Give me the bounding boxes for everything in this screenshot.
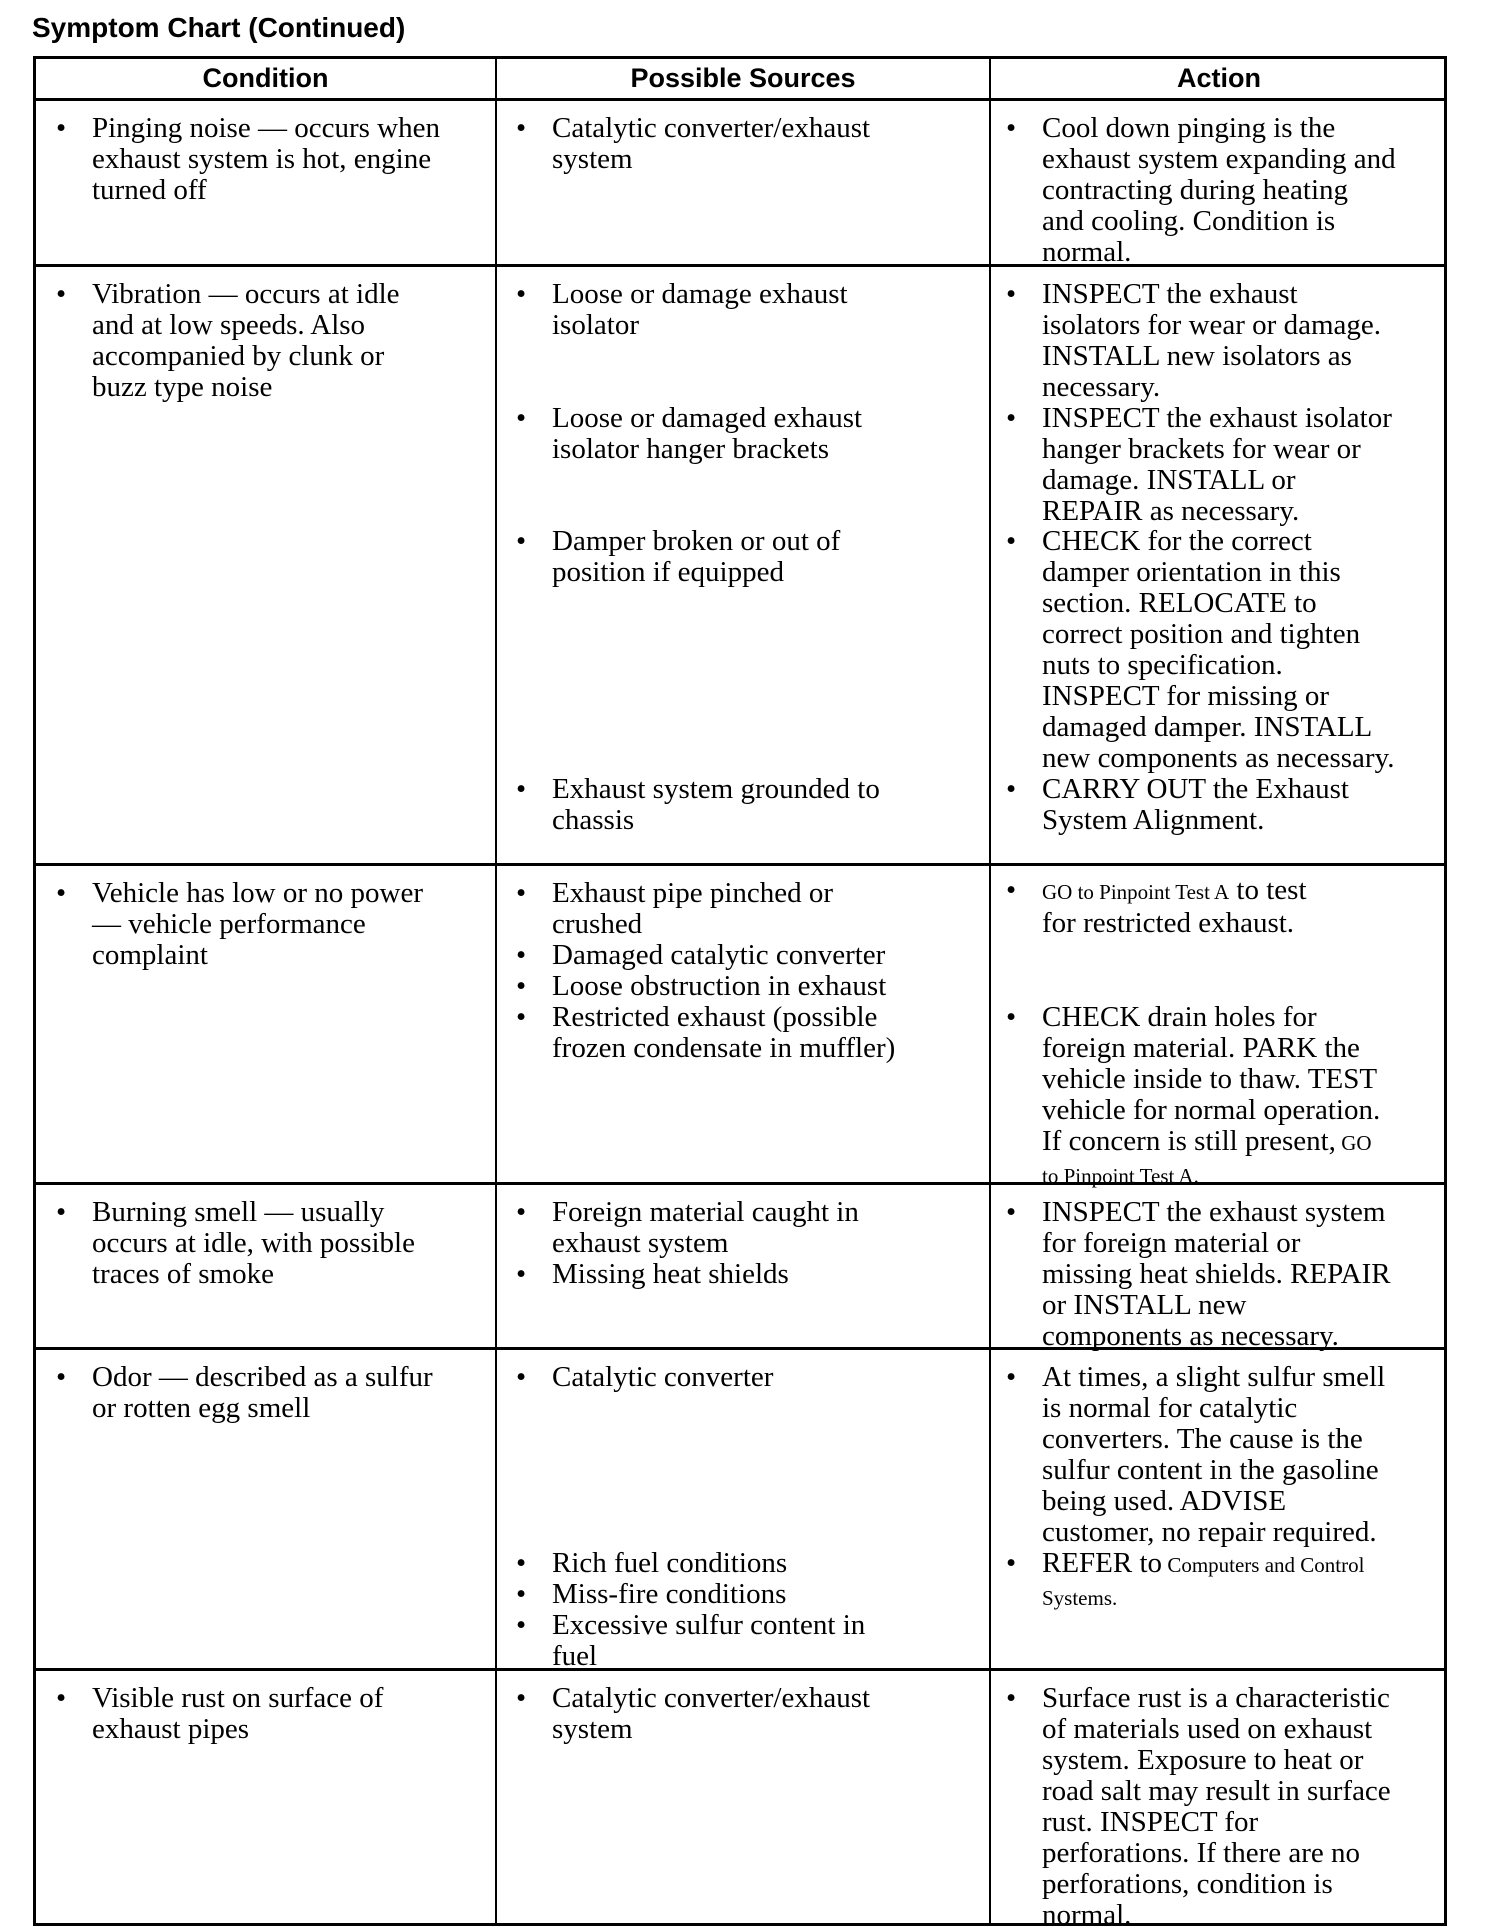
source-item: • Excessive sulfur content in fuel [516, 1609, 866, 1672]
pinpoint-test-a-link[interactable]: GO to Pinpoint Test A. [1042, 1131, 1372, 1188]
source-item: • Loose or damage exhaust isolator [516, 278, 848, 341]
source-item: • Catalytic converter/exhaust system [516, 112, 871, 175]
chart-title: Symptom Chart (Continued) [32, 12, 406, 43]
action-item: • INSPECT the exhaust isolator hanger brackets for wear or damage. INSTALL or REPAIR as necessary. [1006, 402, 1392, 527]
table-row [36, 1185, 1444, 1350]
table-row [36, 1350, 1444, 1671]
condition-text: • Odor — described as a sulfur or rotten egg smell [56, 1361, 433, 1424]
table-row [36, 1671, 1444, 1931]
action-item: • INSPECT the exhaust isolators for wear or damage. INSTALL new isolators as necessary. [1006, 278, 1382, 403]
computers-and-control-systems-link[interactable]: Computers and Control Systems. [1042, 1553, 1365, 1610]
header-row [36, 59, 1444, 101]
source-item: • Missing heat shields [516, 1258, 789, 1290]
action-item: • At times, a slight sulfur smell is normal for catalytic converters. The cause is the sulfur content in the gasoline being used. ADVISE customer, no repair required. [1006, 1361, 1386, 1548]
source-item: • Restricted exhaust (possible frozen condensate in muffler) [516, 1001, 896, 1064]
source-item: • Exhaust system grounded to chassis [516, 773, 880, 836]
condition-text: • Vehicle has low or no power — vehicle performance complaint [56, 877, 423, 971]
source-item: • Loose obstruction in exhaust [516, 970, 887, 1002]
action-item: • CARRY OUT the Exhaust System Alignment. [1006, 773, 1349, 836]
header-action: Action [1177, 63, 1261, 93]
pinpoint-test-a-link[interactable]: GO to Pinpoint Test A [1042, 880, 1230, 904]
condition-text: • Visible rust on surface of exhaust pipes [56, 1682, 384, 1745]
action-item: • GO to Pinpoint Test A to test for restricted exhaust. [1006, 874, 1307, 939]
action-item: • Cool down pinging is the exhaust system expanding and contracting during heating and cooling. Condition is normal. [1006, 112, 1396, 268]
table-row [36, 267, 1444, 866]
header-possible-sources: Possible Sources [630, 63, 856, 93]
source-item: • Damper broken or out of position if equipped [516, 525, 841, 588]
source-item: • Foreign material caught in exhaust system [516, 1196, 859, 1259]
header-condition: Condition [202, 63, 329, 93]
source-item: • Rich fuel conditions [516, 1547, 788, 1579]
source-item: • Damaged catalytic converter [516, 939, 886, 971]
source-item: • Catalytic converter [516, 1361, 774, 1393]
table-row [36, 866, 1444, 1188]
action-item: • REFER to Computers and Control Systems. [1006, 1547, 1365, 1610]
symptom-table [33, 56, 1447, 1931]
table-row [36, 101, 1444, 267]
action-item: • CHECK drain holes for foreign material. PARK the vehicle inside to thaw. TEST vehicle for normal operation. If concern is still present, GO to Pinpoint Test A. [1006, 1001, 1381, 1188]
action-item: • Surface rust is a characteristic of materials used on exhaust system. Exposure to heat or road salt may result in surface rust. INSPECT for perforations. If there are no perforations, condition is normal. [1006, 1682, 1391, 1931]
condition-text: • Pinging noise — occurs when exhaust system is hot, engine turned off [56, 112, 440, 206]
condition-text: • Vibration — occurs at idle and at low speeds. Also accompanied by clunk or buzz type noise [56, 278, 400, 403]
source-item: • Miss-fire conditions [516, 1578, 787, 1610]
action-item: • CHECK for the correct damper orientation in this section. RELOCATE to correct position and tighten nuts to specification. INSPECT for missing or damaged damper. INSTALL new components as necessary. [1006, 525, 1395, 774]
source-item: • Catalytic converter/exhaust system [516, 1682, 871, 1745]
source-item: • Loose or damaged exhaust isolator hanger brackets [516, 402, 863, 465]
condition-text: • Burning smell — usually occurs at idle, with possible traces of smoke [56, 1196, 415, 1290]
action-item: • INSPECT the exhaust system for foreign material or missing heat shields. REPAIR or INSTALL new components as necessary. [1006, 1196, 1391, 1352]
source-item: • Exhaust pipe pinched or crushed [516, 877, 834, 940]
